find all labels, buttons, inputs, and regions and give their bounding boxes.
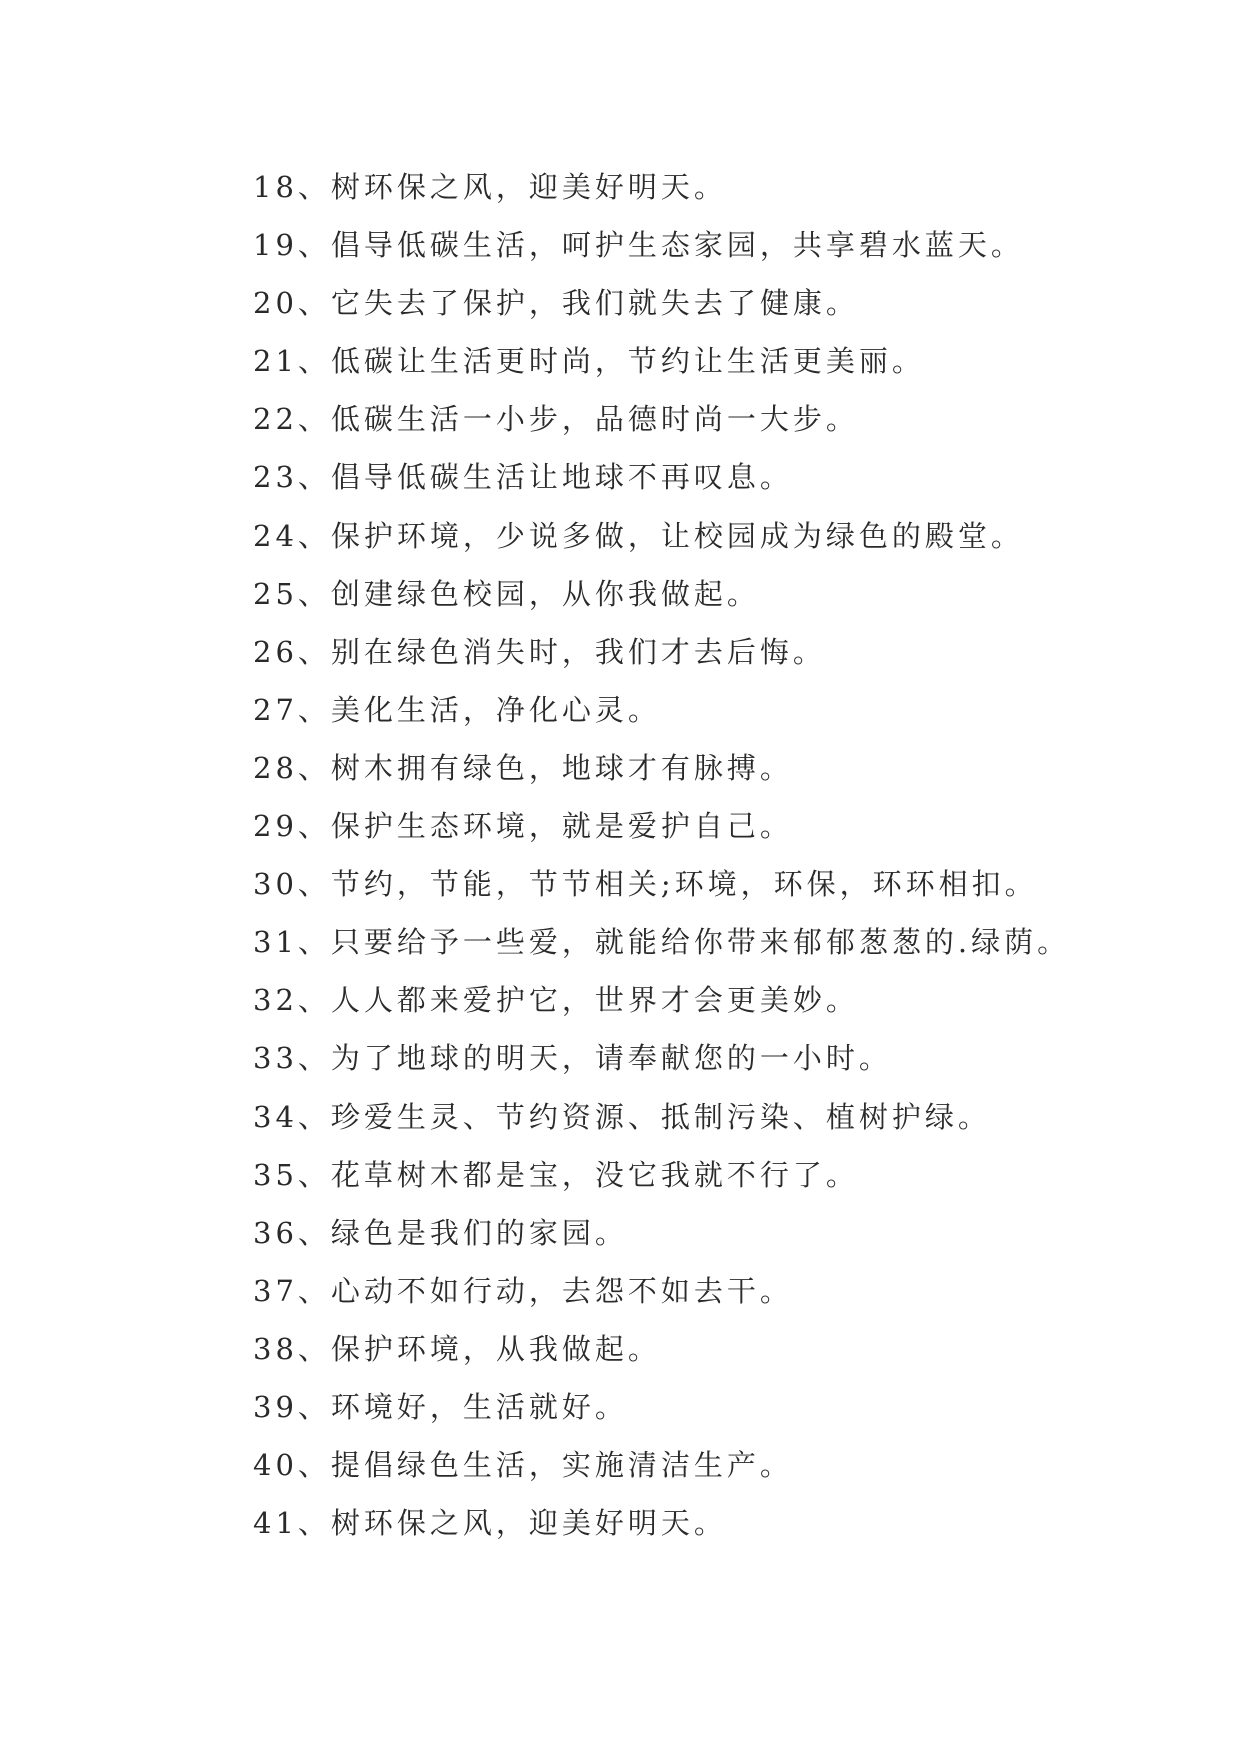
list-item: 30、节约，节能，节节相关;环境，环保，环环相扣。 <box>253 867 1038 902</box>
list-item: 38、保护环境，从我做起。 <box>253 1331 661 1366</box>
list-item: 24、保护环境，少说多做，让校园成为绿色的殿堂。 <box>253 518 1024 553</box>
list-item: 21、低碳让生活更时尚，节约让生活更美丽。 <box>253 344 925 379</box>
list-item: 35、花草树木都是宝，没它我就不行了。 <box>253 1157 859 1192</box>
list-item: 34、珍爱生灵、节约资源、抵制污染、植树护绿。 <box>253 1099 991 1134</box>
list-item: 37、心动不如行动，去怨不如去干。 <box>253 1273 793 1308</box>
list-item: 33、为了地球的明天，请奉献您的一小时。 <box>253 1041 892 1076</box>
list-item: 28、树木拥有绿色，地球才有脉搏。 <box>253 750 793 785</box>
list-item: 25、创建绿色校园，从你我做起。 <box>253 576 760 611</box>
list-item: 31、只要给予一些爱，就能给你带来郁郁葱葱的.绿荫。 <box>253 925 1071 960</box>
list-item: 20、它失去了保护，我们就失去了健康。 <box>253 286 859 321</box>
slogan-list <box>253 158 1153 1552</box>
list-item: 39、环境好，生活就好。 <box>253 1389 628 1424</box>
list-item: 36、绿色是我们的家园。 <box>253 1215 628 1250</box>
list-item: 23、倡导低碳生活让地球不再叹息。 <box>253 460 793 495</box>
list-item: 22、低碳生活一小步，品德时尚一大步。 <box>253 402 859 437</box>
list-item: 27、美化生活，净化心灵。 <box>253 692 661 727</box>
list-item: 40、提倡绿色生活，实施清洁生产。 <box>253 1448 793 1483</box>
list-item: 18、树环保之风，迎美好明天。 <box>253 170 727 204</box>
list-item: 32、人人都来爱护它，世界才会更美妙。 <box>253 983 859 1018</box>
list-item: 19、倡导低碳生活，呵护生态家园，共享碧水蓝天。 <box>253 228 1024 263</box>
list-item: 29、保护生态环境，就是爱护自己。 <box>253 809 793 844</box>
list-item: 26、别在绿色消失时，我们才去后悔。 <box>253 634 826 669</box>
list-item: 41、树环保之风，迎美好明天。 <box>253 1506 727 1541</box>
